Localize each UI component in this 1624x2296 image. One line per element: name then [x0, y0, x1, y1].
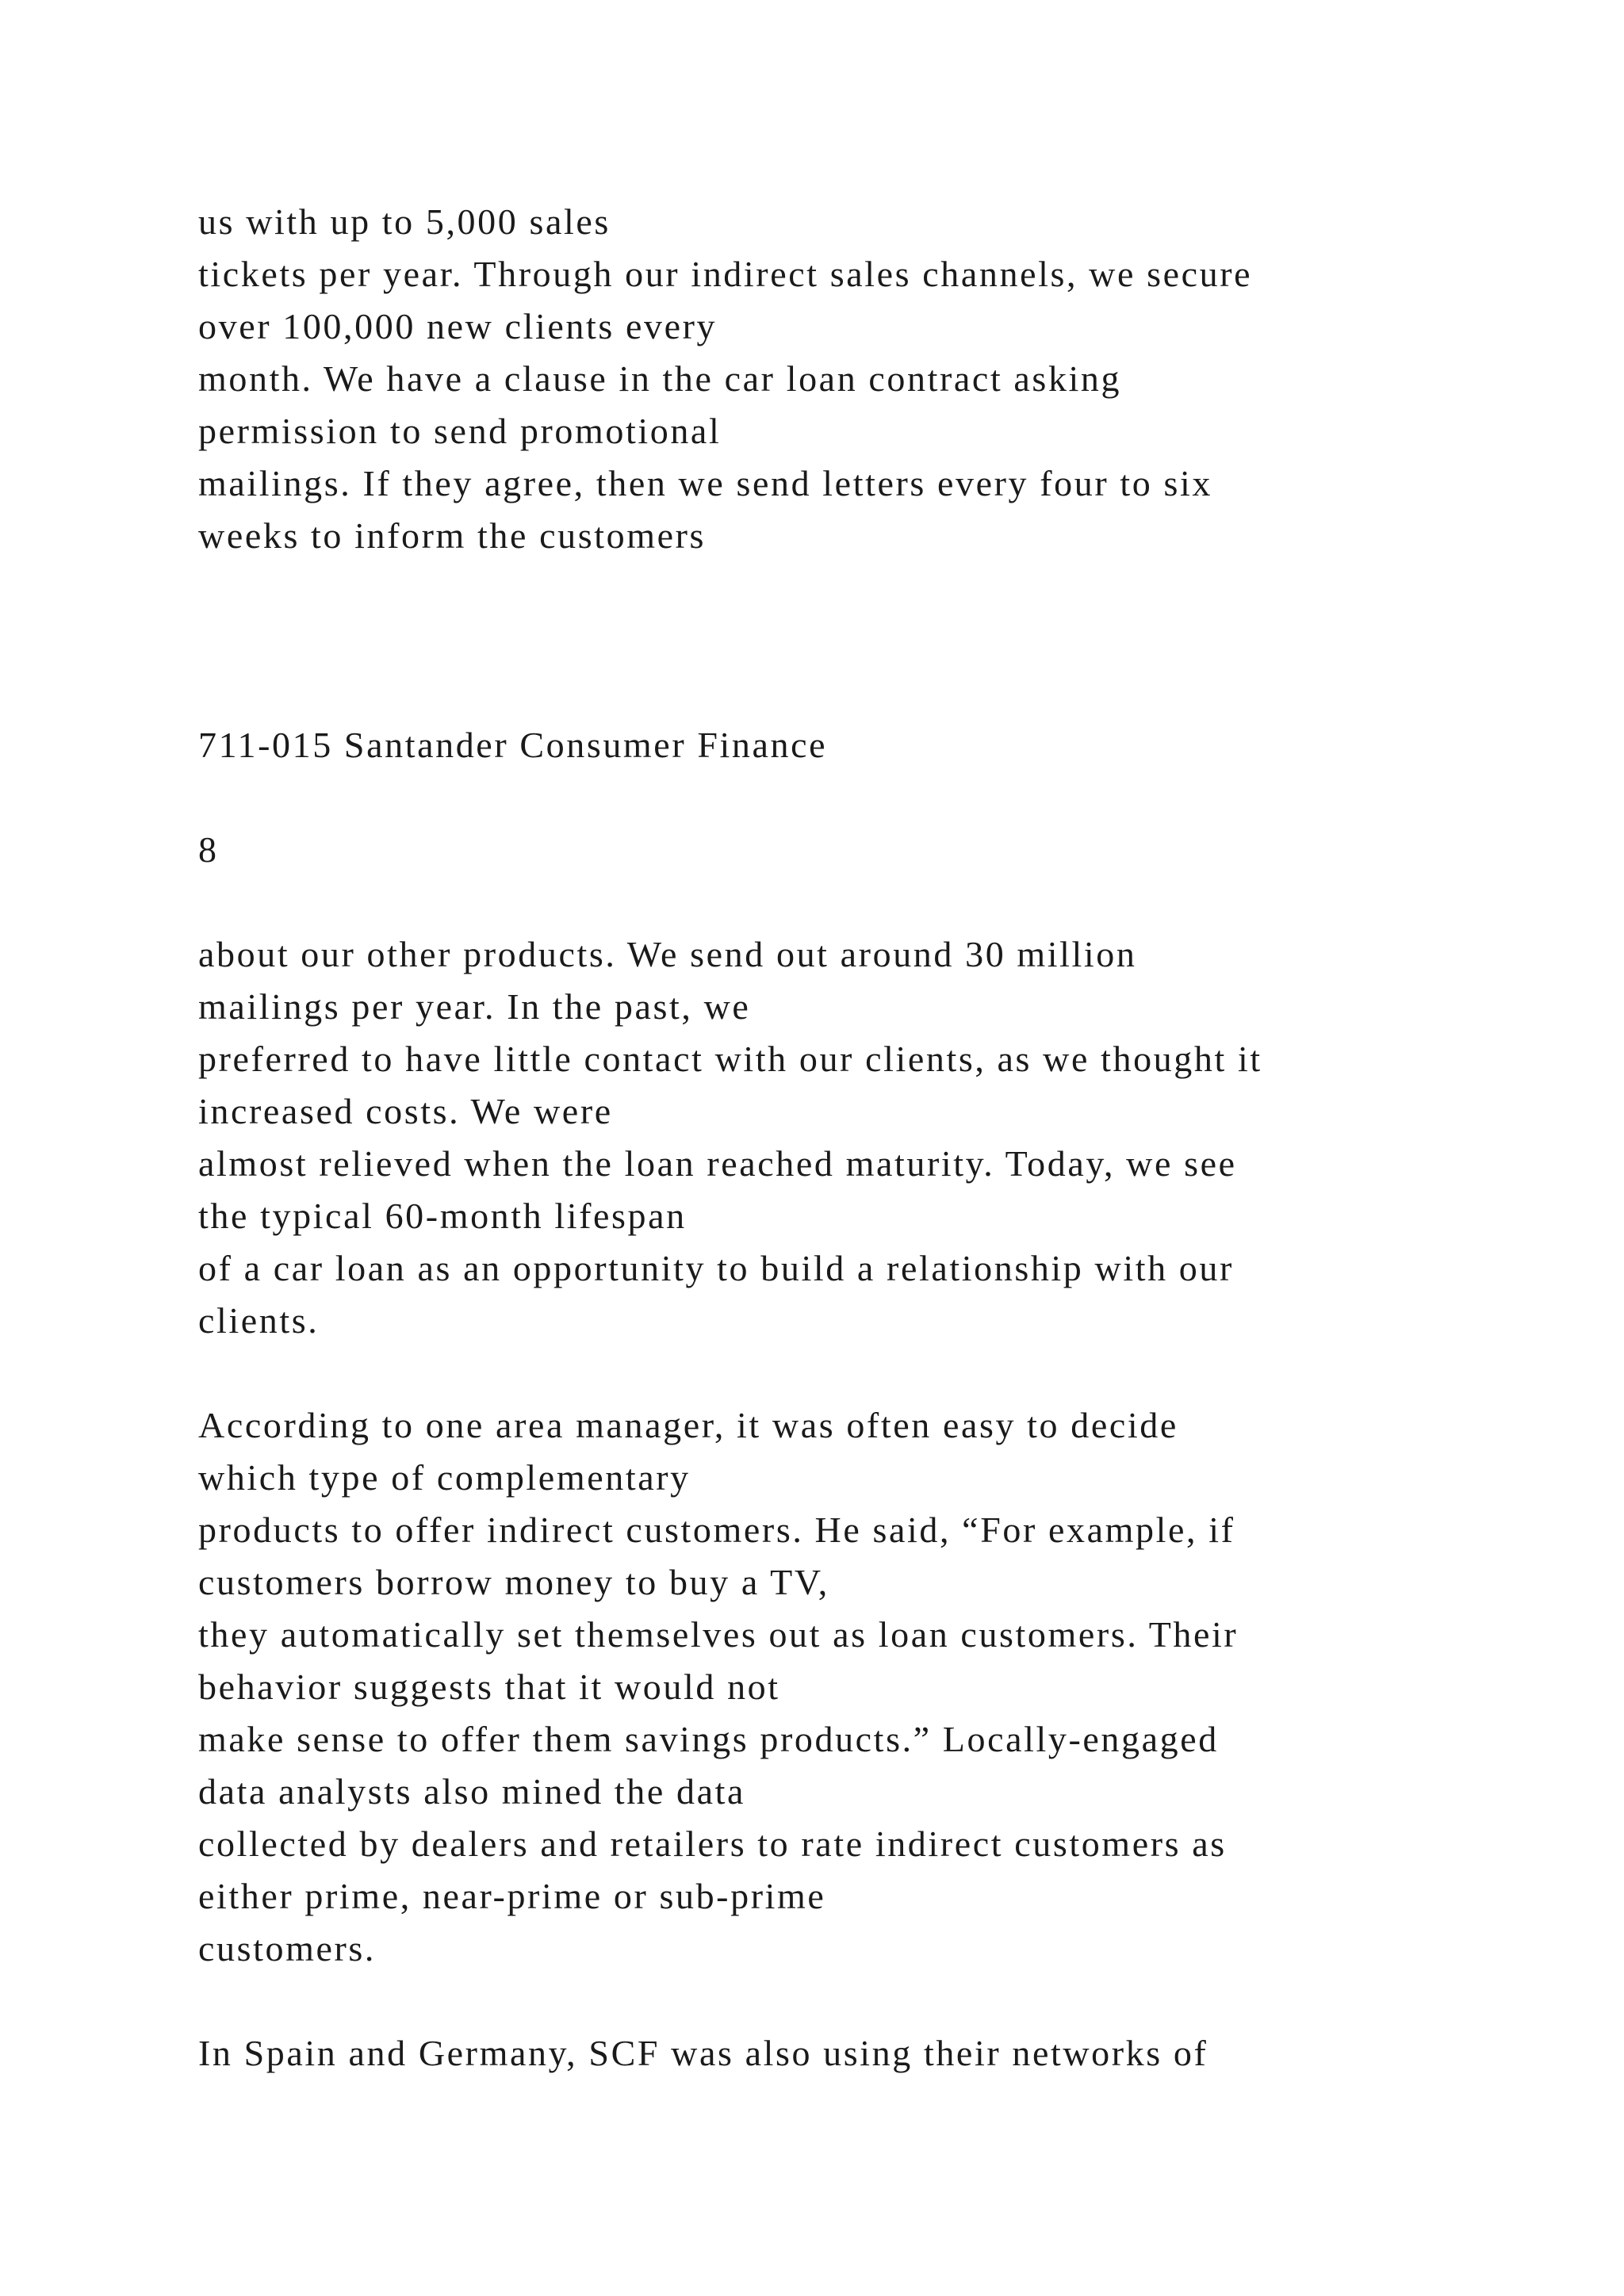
text-line: over 100,000 new clients every	[198, 306, 718, 346]
text-line: month. We have a clause in the car loan contract asking	[198, 358, 1122, 399]
text-line: collected by dealers and retailers to rate indirect customers as	[198, 1823, 1227, 1864]
text-line: increased costs. We were	[198, 1091, 613, 1131]
text-line: weeks to inform the customers	[198, 515, 707, 556]
text-line: clients.	[198, 1300, 320, 1341]
page-number: 8	[198, 829, 219, 870]
text-line: almost relieved when the loan reached maturity. Today, we see	[198, 1143, 1237, 1184]
text-line: customers.	[198, 1928, 377, 1969]
text-line: the typical 60-month lifespan	[198, 1196, 687, 1236]
page-header: 711-015 Santander Consumer Finance	[198, 725, 828, 765]
text-line: In Spain and Germany, SCF was also using their networks of	[198, 2033, 1208, 2073]
text-line: mailings per year. In the past, we	[198, 986, 751, 1027]
text-line: either prime, near-prime or sub-prime	[198, 1876, 826, 1916]
text-line: of a car loan as an opportunity to build a relationship with our	[198, 1248, 1234, 1288]
text-line: products to offer indirect customers. He said, “For example, if	[198, 1510, 1235, 1550]
text-line: behavior suggests that it would not	[198, 1667, 780, 1707]
text-line: make sense to offer them savings products.” Locally-engaged	[198, 1719, 1219, 1759]
text-line: preferred to have little contact with our clients, as we thought it	[198, 1039, 1262, 1079]
text-line: they automatically set themselves out as loan customers. Their	[198, 1614, 1239, 1655]
text-line: customers borrow money to buy a TV,	[198, 1562, 829, 1602]
text-line: permission to send promotional	[198, 411, 722, 451]
text-line: about our other products. We send out around 30 million	[198, 934, 1137, 974]
text-line: According to one area manager, it was often easy to decide	[198, 1405, 1178, 1445]
text-line: data analysts also mined the data	[198, 1771, 745, 1812]
text-line: us with up to 5,000 sales	[198, 201, 611, 242]
text-line: mailings. If they agree, then we send letters every four to six	[198, 463, 1212, 503]
text-line: which type of complementary	[198, 1457, 691, 1498]
text-line: tickets per year. Through our indirect sales channels, we secure	[198, 254, 1253, 294]
